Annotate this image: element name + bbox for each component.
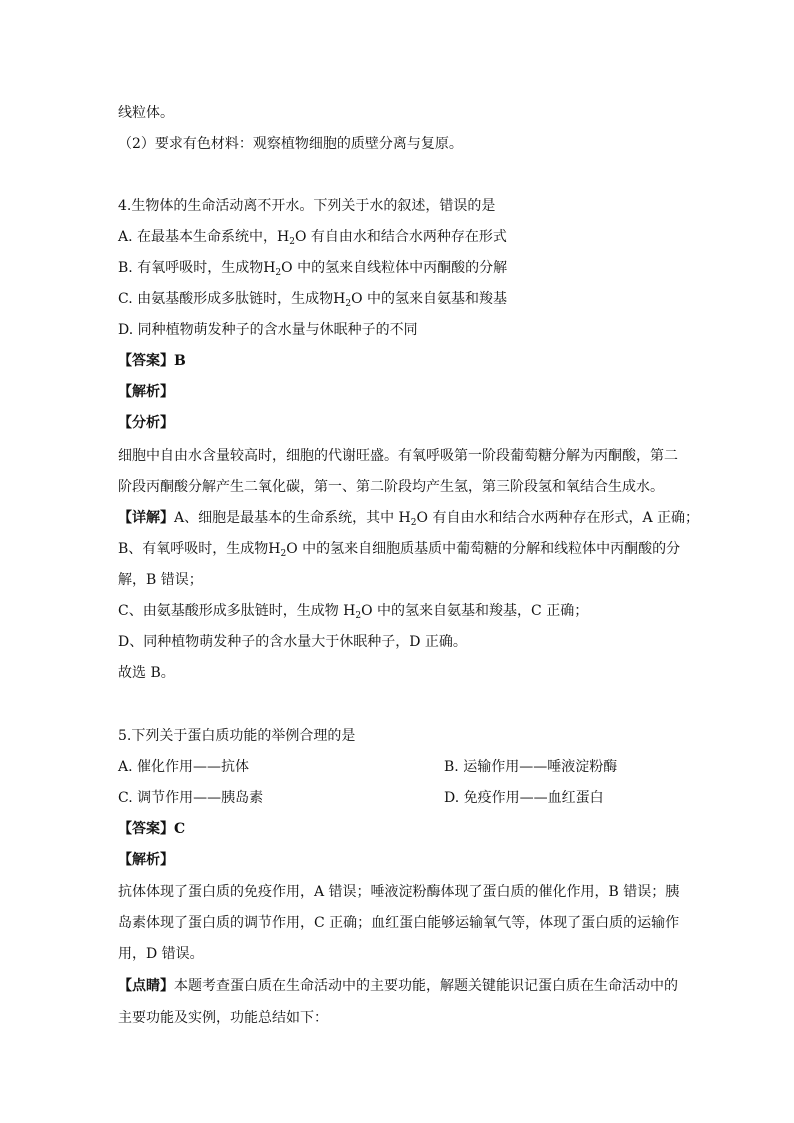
question-4-jiexi-heading: 【解析】 <box>118 384 174 400</box>
question-4-analysis-line-1: 细胞中自由水含量较高时，细胞的代谢旺盛。有氧呼吸第一阶段葡萄糖分解为丙酮酸，第二 <box>118 448 678 464</box>
question-5-answer: 【答案】C <box>118 821 186 837</box>
question-4-detail-line-1: 【详解】A、细胞是最基本的生命系统，其中 $H_2O$ 有自由水和结合水两种存在形式，A 正确； <box>118 510 700 528</box>
prev-text-line-2: （2）要求有色材料：观察植物细胞的质壁分离与复原。 <box>118 136 463 152</box>
question-4-detail-line-3: 解，B 错误； <box>118 572 203 588</box>
question-4-detail-line-2: B、有氧呼吸时，生成物$H_2O$ 中的氢来自细胞质基质中葡萄糖的分解和线粒体中丙酮酸的分 <box>118 541 681 559</box>
question-5-stem: 5.下列关于蛋白质功能的举例合理的是 <box>118 728 356 744</box>
question-4-detail-line-4: C、由氨基酸形成多肽链时，生成物 $H_2O$ 中的氢来自氨基和羧基，C 正确； <box>118 603 589 621</box>
question-4-detail-line-5: D、同种植物萌发种子的含水量大于休眠种子，D 正确。 <box>118 634 467 650</box>
question-5-analysis-line-1: 抗体体现了蛋白质的免疫作用，A 错误；唾液淀粉酶体现了蛋白质的催化作用，B 错误；胰 <box>118 884 680 900</box>
question-5-option-c: C. 调节作用——胰岛素 <box>118 790 264 806</box>
question-4-option-d: D. 同种植物萌发种子的含水量与休眠种子的不同 <box>118 322 418 338</box>
question-5-dianjing-line-2: 主要功能及实例，功能总结如下： <box>118 1010 328 1026</box>
question-5-analysis-line-3: 用，D 错误。 <box>118 946 204 962</box>
question-4-analysis-line-2: 阶段丙酮酸分解产生二氧化碳，第一、第二阶段均产生氢，第三阶段氢和氧结合生成水。 <box>118 479 664 495</box>
question-4-option-c: C. 由氨基酸形成多肽链时，生成物$H_2O$ 中的氢来自氨基和羧基 <box>118 291 507 309</box>
question-4-conclusion: 故选 B。 <box>118 665 175 681</box>
question-5-dianjing-line-1: 【点睛】本题考查蛋白质在生命活动中的主要功能，解题关键能识记蛋白质在生命活动中的 <box>118 978 678 994</box>
question-5-option-a: A. 催化作用——抗体 <box>118 759 250 775</box>
question-4-option-b: B. 有氧呼吸时，生成物$H_2O$ 中的氢来自线粒体中丙酮酸的分解 <box>118 260 508 278</box>
question-5-option-d: D. 免疫作用——血红蛋白 <box>444 790 604 806</box>
question-4-answer: 【答案】B <box>118 353 186 369</box>
question-5-jiexi-heading: 【解析】 <box>118 852 174 868</box>
prev-text-line-1: 线粒体。 <box>118 105 174 121</box>
question-5-analysis-line-2: 岛素体现了蛋白质的调节作用，C 正确；血红蛋白能够运输氧气等，体现了蛋白质的运输作 <box>118 915 680 931</box>
question-5-option-b: B. 运输作用——唾液淀粉酶 <box>444 759 618 775</box>
question-4-option-a: A. 在最基本生命系统中，$H_2O$ 有自由水和结合水两种存在形式 <box>118 229 507 247</box>
question-4-fenxi-heading: 【分析】 <box>118 415 174 431</box>
question-4-stem: 4.生物体的生命活动离不开水。下列关于水的叙述，错误的是 <box>118 198 496 214</box>
